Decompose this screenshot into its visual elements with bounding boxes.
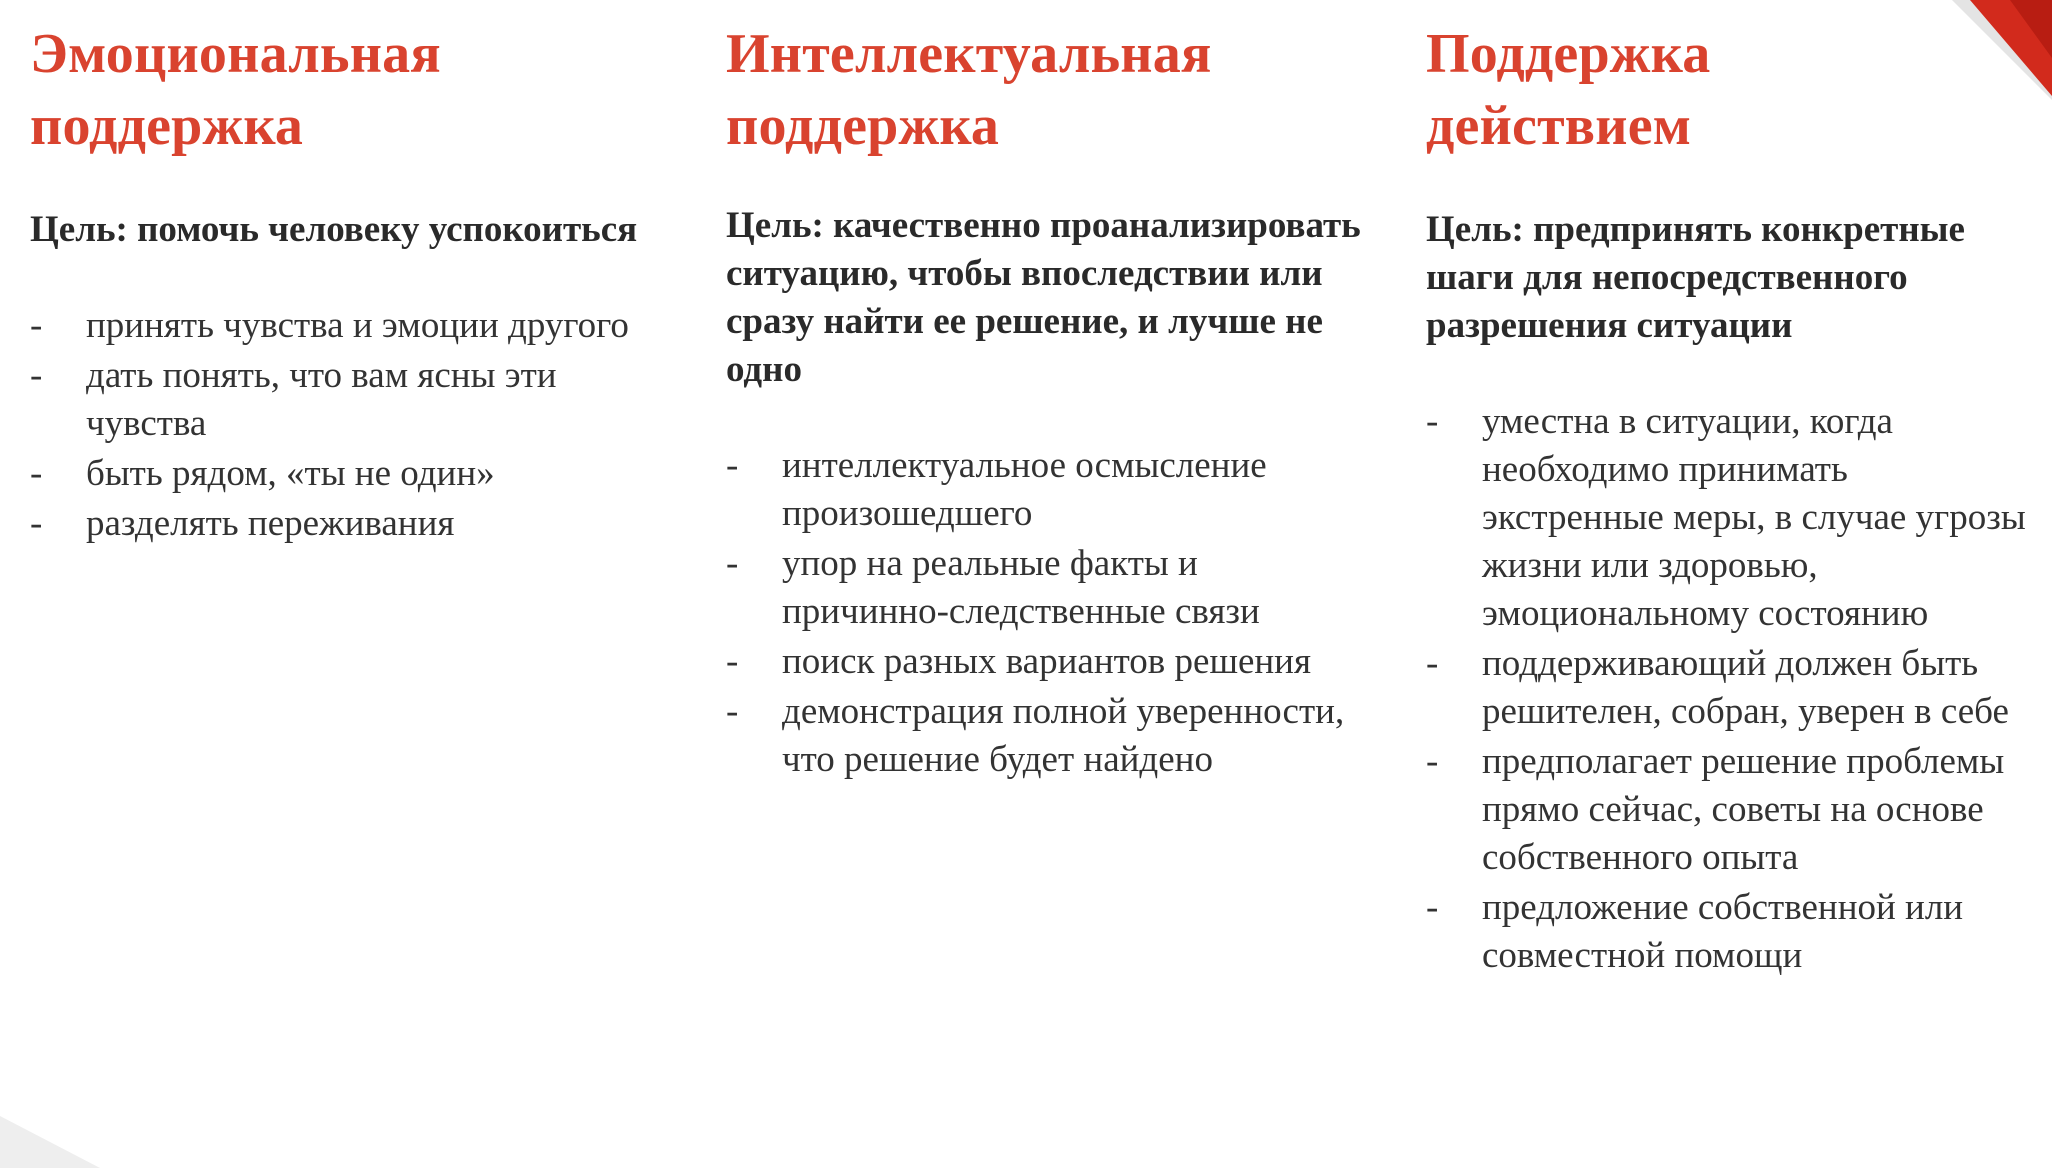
list-item [1426, 398, 2026, 638]
bullet-marker: - [30, 503, 43, 544]
bullet-marker: - [726, 445, 739, 486]
column-title [1426, 18, 2026, 162]
column-goal: Цель: предпринять конкретные шаги для непосредственного разрешения ситуации [1426, 209, 1965, 346]
bullet-marker: - [1426, 643, 1439, 684]
column-title-line-1: Поддержка [1426, 23, 1711, 85]
column-goal: Цель: качественно проанализировать ситуацию, чтобы впоследствии или сразу найти ее решение, и лучше не одно [726, 205, 1361, 390]
list-item-text: предложение собственной или совместной помощи [1482, 887, 1964, 976]
column-title-line-1: Интеллектуальная [726, 23, 1212, 85]
column-title [726, 18, 1366, 162]
bullet-list [726, 442, 1366, 784]
column-action-support [1426, 18, 2026, 982]
list-item-text: упор на реальные факты и причинно-следственные связи [782, 543, 1260, 632]
list-item [30, 302, 670, 350]
list-item [30, 500, 670, 548]
column-goal: Цель: помочь человеку успокоиться [30, 209, 638, 250]
list-item-text: разделять переживания [86, 503, 455, 544]
corner-decoration-bottom-left [0, 1108, 100, 1168]
bullet-marker: - [1426, 741, 1439, 782]
list-item [30, 352, 670, 448]
column-title-line-2: поддержка [726, 95, 1000, 157]
column-title-line-1: Эмоциональная [30, 23, 441, 85]
bullet-marker: - [726, 543, 739, 584]
bullet-marker: - [726, 691, 739, 732]
list-item-text: быть рядом, «ты не один» [86, 453, 495, 494]
list-item [1426, 640, 2026, 736]
list-item [726, 638, 1366, 686]
list-item [1426, 738, 2026, 882]
list-item [726, 688, 1366, 784]
column-title-line-2: поддержка [30, 95, 304, 157]
bullet-marker: - [30, 355, 43, 396]
list-item-text: интеллектуальное осмысление произошедшего [782, 445, 1267, 534]
column-intellectual-support [726, 18, 1366, 786]
bullet-marker: - [30, 305, 43, 346]
bullet-marker: - [1426, 887, 1439, 928]
list-item [726, 540, 1366, 636]
list-item-text: демонстрация полной уверенности, что решение будет найдено [782, 691, 1345, 780]
list-item [1426, 884, 2026, 980]
bullet-marker: - [30, 453, 43, 494]
bullet-marker: - [1426, 401, 1439, 442]
list-item-text: поиск разных вариантов решения [782, 641, 1311, 682]
list-item-text: принять чувства и эмоции другого [86, 305, 629, 346]
column-emotional-support [30, 18, 670, 550]
bullet-list [1426, 398, 2026, 980]
list-item [30, 450, 670, 498]
list-item-text: поддерживающий должен быть решителен, собран, уверен в себе [1482, 643, 2009, 732]
bullet-list [30, 302, 670, 548]
list-item-text: уместна в ситуации, когда необходимо принимать экстренные меры, в случае угрозы жизни или здоровью, эмоциональному состоянию [1482, 401, 2026, 634]
column-title [30, 18, 670, 162]
bullet-marker: - [726, 641, 739, 682]
list-item-text: дать понять, что вам ясны эти чувства [86, 355, 557, 444]
list-item [726, 442, 1366, 538]
column-title-line-2: действием [1426, 95, 1692, 157]
list-item-text: предполагает решение проблемы прямо сейчас, советы на основе собственного опыта [1482, 741, 2005, 878]
